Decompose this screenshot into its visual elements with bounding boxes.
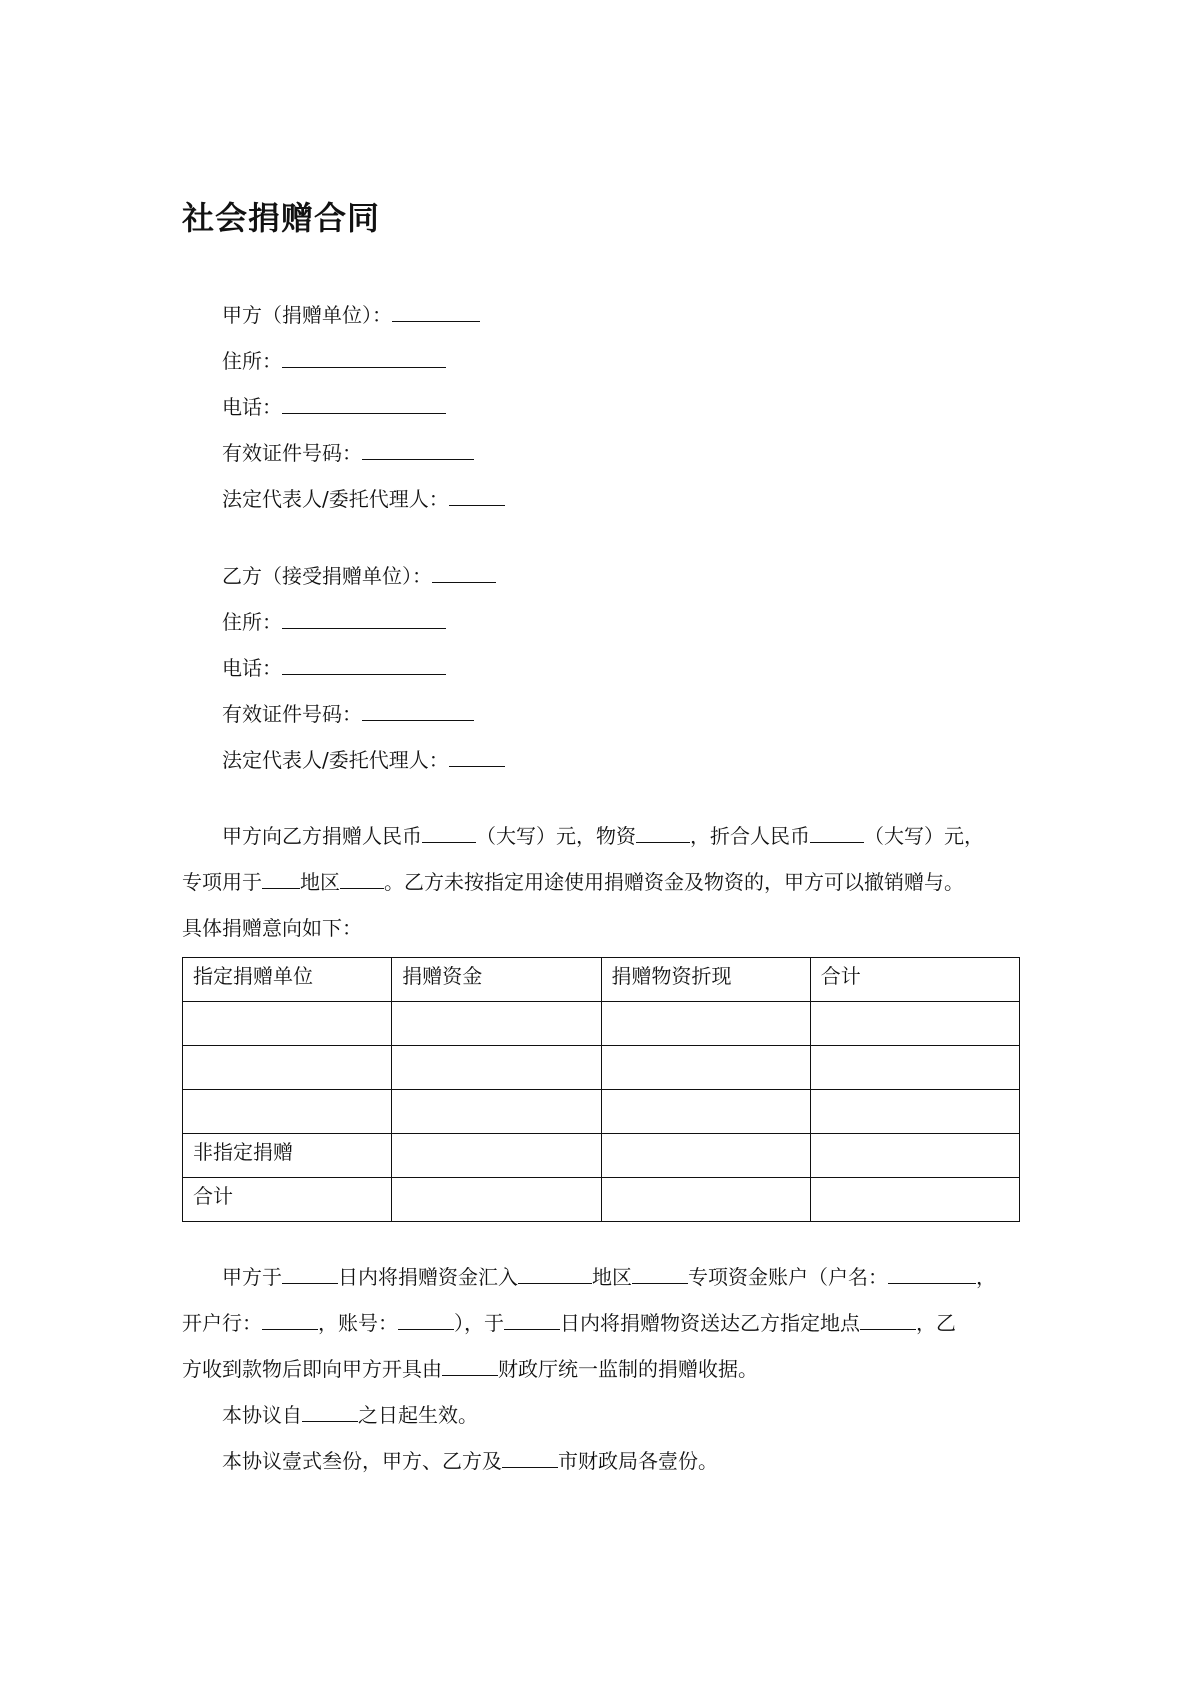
para2-line1 bbox=[222, 1262, 996, 1292]
table-cell[interactable] bbox=[810, 1178, 1019, 1222]
delivery-days-blank[interactable] bbox=[504, 1309, 560, 1330]
table-header-cell: 捐赠物资折现 bbox=[601, 958, 810, 1002]
para1-text-2: （大写）元，物资 bbox=[476, 824, 636, 848]
para3-text-2: 之日起生效。 bbox=[358, 1403, 478, 1427]
para2-text-6: 开户行： bbox=[182, 1311, 262, 1335]
para4-text-1: 本协议壹式叁份，甲方、乙方及 bbox=[222, 1449, 502, 1473]
para2-text-5: ， bbox=[976, 1265, 996, 1289]
rmb-amount-blank[interactable] bbox=[422, 822, 476, 843]
fund-blank[interactable] bbox=[632, 1263, 688, 1284]
party-a-address-blank[interactable] bbox=[282, 347, 446, 368]
table-cell[interactable] bbox=[392, 1090, 601, 1134]
table-row bbox=[183, 1046, 1020, 1090]
party-b-address-label: 住所： bbox=[222, 610, 282, 634]
remit-region-blank[interactable] bbox=[518, 1263, 592, 1284]
table-row bbox=[183, 1090, 1020, 1134]
goods-blank[interactable] bbox=[636, 822, 690, 843]
table-cell[interactable] bbox=[601, 1178, 810, 1222]
bank-blank[interactable] bbox=[262, 1309, 318, 1330]
party-b-address-line bbox=[222, 607, 446, 637]
para2-text-3: 地区 bbox=[592, 1265, 632, 1289]
para1-text-3: ，折合人民币 bbox=[690, 824, 810, 848]
table-cell[interactable] bbox=[392, 1178, 601, 1222]
converted-amount-blank[interactable] bbox=[810, 822, 864, 843]
effective-date-blank[interactable] bbox=[302, 1401, 358, 1422]
para2-line3 bbox=[182, 1354, 758, 1384]
para1-text-6: 地区 bbox=[300, 870, 340, 894]
purpose-blank[interactable] bbox=[262, 868, 300, 889]
para2-text-1: 甲方于 bbox=[222, 1265, 282, 1289]
para1-line1 bbox=[222, 821, 984, 851]
table-row-label[interactable] bbox=[183, 1090, 392, 1134]
para4-text-2: 市财政局各壹份。 bbox=[558, 1449, 718, 1473]
para2-text-2: 日内将捐赠资金汇入 bbox=[338, 1265, 518, 1289]
para4-line bbox=[222, 1446, 718, 1476]
table-row bbox=[183, 1178, 1020, 1222]
para2-text-12: 财政厅统一监制的捐赠收据。 bbox=[498, 1357, 758, 1381]
table-cell[interactable] bbox=[601, 1046, 810, 1090]
table-cell[interactable] bbox=[810, 1134, 1019, 1178]
table-header-cell: 合计 bbox=[810, 958, 1019, 1002]
para2-text-4: 专项资金账户（户名： bbox=[688, 1265, 888, 1289]
account-name-blank[interactable] bbox=[888, 1263, 976, 1284]
party-b-rep-label: 法定代表人/委托代理人： bbox=[222, 748, 449, 772]
party-b-id-blank[interactable] bbox=[362, 700, 474, 721]
para3-text-1: 本协议自 bbox=[222, 1403, 302, 1427]
party-b-rep-blank[interactable] bbox=[449, 746, 505, 767]
para2-text-11: 方收到款物后即向甲方开具由 bbox=[182, 1357, 442, 1381]
account-number-blank[interactable] bbox=[398, 1309, 454, 1330]
donation-table bbox=[182, 957, 1020, 1222]
para1-text-4: （大写）元， bbox=[864, 824, 984, 848]
party-a-address-label: 住所： bbox=[222, 349, 282, 373]
party-a-rep-line bbox=[222, 484, 505, 514]
table-row-label: 合计 bbox=[183, 1178, 392, 1222]
table-cell[interactable] bbox=[392, 1046, 601, 1090]
table-header-row bbox=[183, 958, 1020, 1002]
party-a-phone-blank[interactable] bbox=[282, 393, 446, 414]
para1-text-8: 具体捐赠意向如下： bbox=[182, 916, 362, 940]
para1-text-7: 。乙方未按指定用途使用捐赠资金及物资的，甲方可以撤销赠与。 bbox=[384, 870, 964, 894]
days-blank[interactable] bbox=[282, 1263, 338, 1284]
party-a-rep-label: 法定代表人/委托代理人： bbox=[222, 487, 449, 511]
para3-line bbox=[222, 1400, 478, 1430]
table-cell[interactable] bbox=[810, 1046, 1019, 1090]
para1-line3 bbox=[182, 913, 362, 943]
party-b-id-line bbox=[222, 699, 474, 729]
para1-text-1: 甲方向乙方捐赠人民币 bbox=[222, 824, 422, 848]
party-a-line bbox=[222, 300, 480, 330]
city-blank[interactable] bbox=[502, 1447, 558, 1468]
party-b-id-label: 有效证件号码： bbox=[222, 702, 362, 726]
party-b-phone-line bbox=[222, 653, 446, 683]
para2-text-10: ，乙 bbox=[916, 1311, 956, 1335]
table-row-label[interactable] bbox=[183, 1046, 392, 1090]
para1-text-5: 专项用于 bbox=[182, 870, 262, 894]
para2-text-9: 日内将捐赠物资送达乙方指定地点 bbox=[560, 1311, 860, 1335]
table-cell[interactable] bbox=[810, 1090, 1019, 1134]
party-a-phone-line bbox=[222, 392, 446, 422]
party-b-phone-label: 电话： bbox=[222, 656, 282, 680]
party-a-id-label: 有效证件号码： bbox=[222, 441, 362, 465]
para2-text-8: ），于 bbox=[454, 1311, 504, 1335]
party-b-line bbox=[222, 561, 496, 591]
party-b-blank[interactable] bbox=[432, 562, 496, 583]
para2-text-7: ，账号： bbox=[318, 1311, 398, 1335]
party-b-phone-blank[interactable] bbox=[282, 654, 446, 675]
party-a-rep-blank[interactable] bbox=[449, 485, 505, 506]
location-blank[interactable] bbox=[860, 1309, 916, 1330]
table-row bbox=[183, 1002, 1020, 1046]
party-a-blank[interactable] bbox=[392, 301, 480, 322]
party-a-id-line bbox=[222, 438, 474, 468]
party-b-label: 乙方（接受捐赠单位）： bbox=[222, 564, 432, 588]
party-a-id-blank[interactable] bbox=[362, 439, 474, 460]
table-cell[interactable] bbox=[392, 1002, 601, 1046]
table-cell[interactable] bbox=[810, 1002, 1019, 1046]
table-row-label: 非指定捐赠 bbox=[183, 1134, 392, 1178]
table-cell[interactable] bbox=[601, 1090, 810, 1134]
table-row bbox=[183, 1134, 1020, 1178]
party-b-rep-line bbox=[222, 745, 505, 775]
party-a-phone-label: 电话： bbox=[222, 395, 282, 419]
region-blank[interactable] bbox=[340, 868, 384, 889]
table-cell[interactable] bbox=[392, 1134, 601, 1178]
party-a-address-line bbox=[222, 346, 446, 376]
party-a-label: 甲方（捐赠单位）： bbox=[222, 303, 392, 327]
document-title: 社会捐赠合同 bbox=[182, 199, 381, 237]
para1-line2 bbox=[182, 867, 964, 897]
para2-line2 bbox=[182, 1308, 956, 1338]
table-header-cell: 捐赠资金 bbox=[392, 958, 601, 1002]
table-cell[interactable] bbox=[601, 1134, 810, 1178]
table-cell[interactable] bbox=[601, 1002, 810, 1046]
party-b-address-blank[interactable] bbox=[282, 608, 446, 629]
finance-dept-blank[interactable] bbox=[442, 1355, 498, 1376]
table-header-cell: 指定捐赠单位 bbox=[183, 958, 392, 1002]
table-row-label[interactable] bbox=[183, 1002, 392, 1046]
